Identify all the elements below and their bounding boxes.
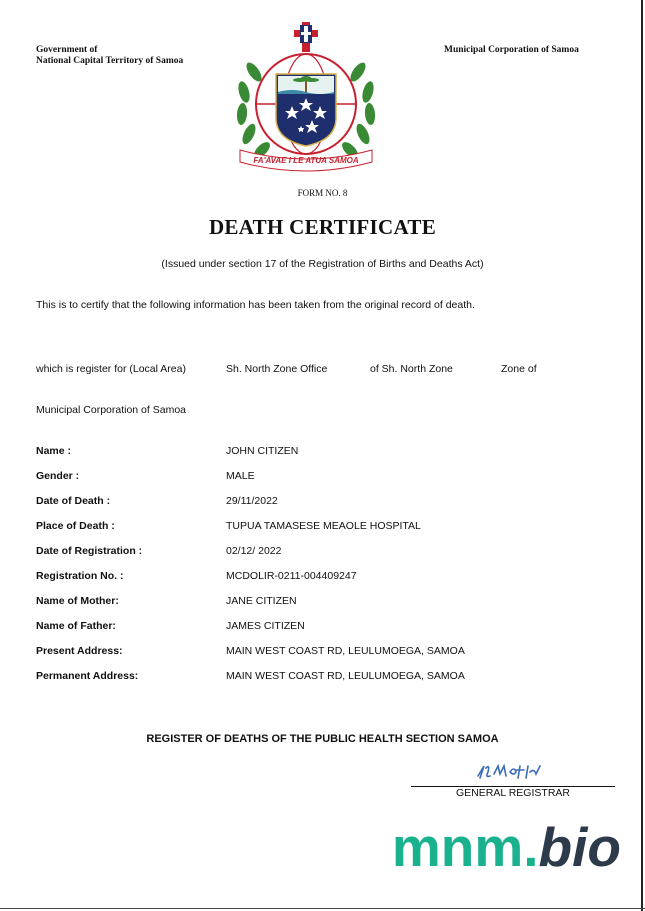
field-label: Name : bbox=[36, 445, 72, 457]
area-office: Sh. North Zone Office bbox=[226, 363, 328, 375]
field-value: JAMES CITIZEN bbox=[226, 620, 305, 632]
gov-line-1: Government of bbox=[36, 45, 98, 55]
area-zone-of: Zone of bbox=[501, 363, 537, 375]
field-row-registration-no bbox=[36, 570, 596, 595]
area-municipal: Municipal Corporation of Samoa bbox=[36, 404, 186, 416]
field-label: Registration No. : bbox=[36, 570, 124, 582]
certificate-subtitle: (Issued under section 17 of the Registration of Births and Deaths Act) bbox=[161, 258, 484, 270]
field-value: 29/11/2022 bbox=[226, 495, 278, 507]
field-label: Present Address: bbox=[36, 645, 123, 657]
field-row-date-of-death bbox=[36, 495, 596, 520]
field-row-gender bbox=[36, 470, 596, 495]
field-label: Date of Registration : bbox=[36, 545, 143, 557]
field-row-mother bbox=[36, 595, 596, 620]
field-label: Place of Death : bbox=[36, 520, 115, 532]
emblem-motto: FA'AVAE I LE ATUA SAMOA bbox=[253, 156, 359, 165]
watermark bbox=[392, 812, 621, 882]
field-row-permanent-address bbox=[36, 670, 596, 695]
area-of-zone: of Sh. North Zone bbox=[370, 363, 453, 375]
registrar-label: GENERAL REGISTRAR bbox=[456, 787, 570, 799]
field-row-name bbox=[36, 445, 596, 470]
registrar-signature bbox=[470, 758, 560, 786]
field-row-father bbox=[36, 620, 596, 645]
government-header bbox=[36, 45, 183, 67]
municipal-header: Municipal Corporation of Samoa bbox=[444, 45, 579, 55]
form-number: FORM NO. 8 bbox=[297, 188, 348, 198]
certificate-title: DEATH CERTIFICATE bbox=[208, 215, 437, 239]
field-label: Date of Death : bbox=[36, 495, 111, 507]
field-value: TUPUA TAMASESE MEAOLE HOSPITAL bbox=[226, 520, 421, 532]
area-label: which is register for (Local Area) bbox=[36, 363, 186, 375]
samoa-emblem bbox=[232, 22, 380, 172]
field-value: MCDOLIR-0211-004409247 bbox=[226, 570, 357, 582]
field-row-place-of-death bbox=[36, 520, 596, 545]
watermark-part-2: bio bbox=[538, 816, 621, 878]
field-value: JANE CITIZEN bbox=[226, 595, 297, 607]
field-label: Name of Father: bbox=[36, 620, 116, 632]
register-title: REGISTER OF DEATHS OF THE PUBLIC HEALTH SECTION SAMOA bbox=[146, 733, 499, 745]
watermark-part-1: mnm. bbox=[391, 816, 539, 878]
field-value: 02/12/ 2022 bbox=[226, 545, 282, 557]
cross-icon bbox=[294, 22, 318, 52]
page-border-bottom bbox=[0, 908, 645, 909]
field-row-present-address bbox=[36, 645, 596, 670]
page-border-right bbox=[641, 0, 643, 911]
field-row-date-of-registration bbox=[36, 545, 596, 570]
gov-line-2: National Capital Territory of Samoa bbox=[36, 56, 184, 66]
field-value: MAIN WEST COAST RD, LEULUMOEGA, SAMOA bbox=[226, 645, 465, 657]
field-label: Name of Mother: bbox=[36, 595, 119, 607]
record-fields bbox=[36, 445, 596, 695]
field-value: MALE bbox=[226, 470, 255, 482]
field-value: MAIN WEST COAST RD, LEULUMOEGA, SAMOA bbox=[226, 670, 465, 682]
certify-statement: This is to certify that the following information has been taken from the original record of death. bbox=[36, 299, 475, 311]
field-label: Permanent Address: bbox=[36, 670, 139, 682]
field-label: Gender : bbox=[36, 470, 80, 482]
field-value: JOHN CITIZEN bbox=[226, 445, 299, 457]
